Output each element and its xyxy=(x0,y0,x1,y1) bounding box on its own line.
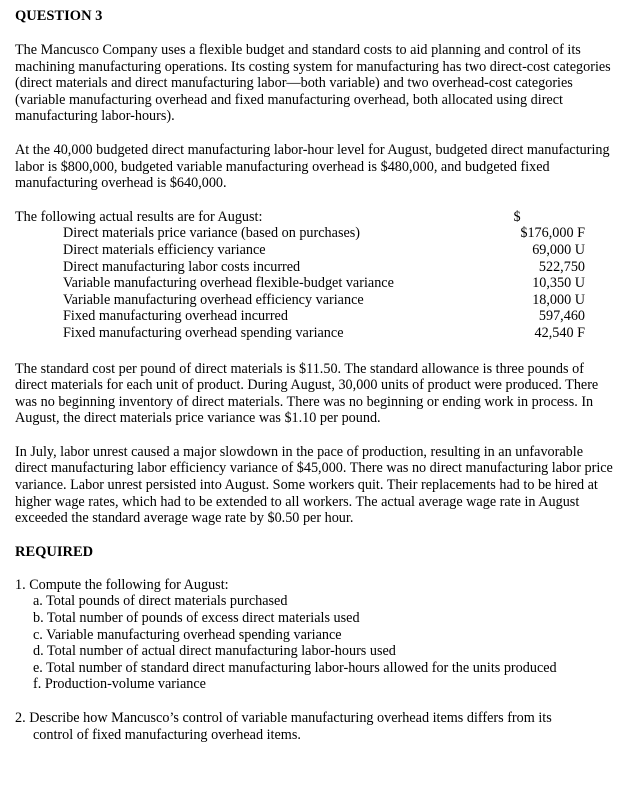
results-header xyxy=(15,209,615,226)
result-label: Variable manufacturing overhead efficiency variance xyxy=(63,291,364,308)
list-item: d. Total number of actual direct manufacturing labor-hours used xyxy=(33,643,396,660)
result-label: Fixed manufacturing overhead incurred xyxy=(63,308,288,325)
result-amount: 69,000 U xyxy=(532,241,585,258)
result-row xyxy=(15,292,615,309)
document-page xyxy=(15,8,615,760)
result-row xyxy=(15,225,615,242)
list-item: f. Production-volume variance xyxy=(33,676,206,693)
required-item-2-line-2: control of fixed manufacturing overhead items. xyxy=(33,726,301,743)
result-row xyxy=(15,325,615,342)
result-amount: 42,540 F xyxy=(534,324,585,341)
result-row xyxy=(15,259,615,276)
result-amount: 522,750 xyxy=(538,258,585,275)
list-item: a. Total pounds of direct materials purchased xyxy=(33,593,288,610)
result-row xyxy=(15,242,615,259)
standard-cost-paragraph: The standard cost per pound of direct materials is $11.50. The standard allowance is three pounds of direct materials for each unit of product. During August, 30,000 units of product were produced. There was no beginning inventory of direct materials. There was no beginning or ending work in process. In August, the direct materials price variance was $1.10 per pound. xyxy=(15,360,599,427)
result-label: Direct manufacturing labor costs incurred xyxy=(63,258,301,275)
budget-paragraph: At the 40,000 budgeted direct manufacturing labor-hour level for August, budgeted direct manufacturing labor is $800,000, budgeted variable manufacturing overhead is $480,000, and budgeted fixed manufacturing overhead is $640,000. xyxy=(15,141,610,192)
required-item-1-text: 1. Compute the following for August: xyxy=(15,576,229,593)
result-row xyxy=(15,275,615,292)
list-item: b. Total number of pounds of excess direct materials used xyxy=(33,610,360,627)
july-paragraph: In July, labor unrest caused a major slowdown in the pace of production, resulting in an unfavorable direct manufacturing labor efficiency variance of $45,000. There was no direct manufacturing labor price variance. Labor unrest persisted into August. Some workers quit. Their replacements had to be hired at higher wage rates, which had to be extended to all workers. The actual average wage rate in August exceeded the standard average wage rate by $0.50 per hour. xyxy=(15,443,613,527)
intro-paragraph: The Mancusco Company uses a flexible budget and standard costs to aid planning and control of its machining manufacturing operations. Its costing system for manufacturing has two direct-cost categories (direct materials and direct manufacturing labor—both variable) and two overhead-cost categories (variable manufacturing overhead and fixed manufacturing overhead, both allocated using direct manufacturing labor-hours). xyxy=(15,42,611,125)
results-intro: The following actual results are for August: xyxy=(15,208,263,225)
required-item-2-line-1: 2. Describe how Mancusco’s control of variable manufacturing overhead items differs from its xyxy=(15,710,552,726)
result-amount: 597,460 xyxy=(538,308,585,325)
actual-results-table xyxy=(15,209,615,342)
result-amount: $176,000 F xyxy=(520,225,585,242)
required-list xyxy=(15,577,615,743)
list-item: e. Total number of standard direct manufacturing labor-hours allowed for the units produced xyxy=(33,659,557,676)
result-row xyxy=(15,308,615,325)
result-label: Variable manufacturing overhead flexible-budget variance xyxy=(63,275,394,292)
question-title: QUESTION 3 xyxy=(15,8,103,24)
currency-header: $ xyxy=(513,208,521,225)
result-amount: 10,350 U xyxy=(532,275,585,292)
required-item-2 xyxy=(15,710,615,743)
result-label: Fixed manufacturing overhead spending variance xyxy=(63,324,344,341)
list-item: c. Variable manufacturing overhead spending variance xyxy=(33,626,342,643)
required-title: REQUIRED xyxy=(15,543,94,560)
result-label: Direct materials efficiency variance xyxy=(63,241,266,258)
result-label: Direct materials price variance (based on purchases) xyxy=(63,225,361,242)
required-item-1 xyxy=(15,577,615,693)
required-sub-list xyxy=(15,593,615,693)
result-amount: 18,000 U xyxy=(532,291,585,308)
